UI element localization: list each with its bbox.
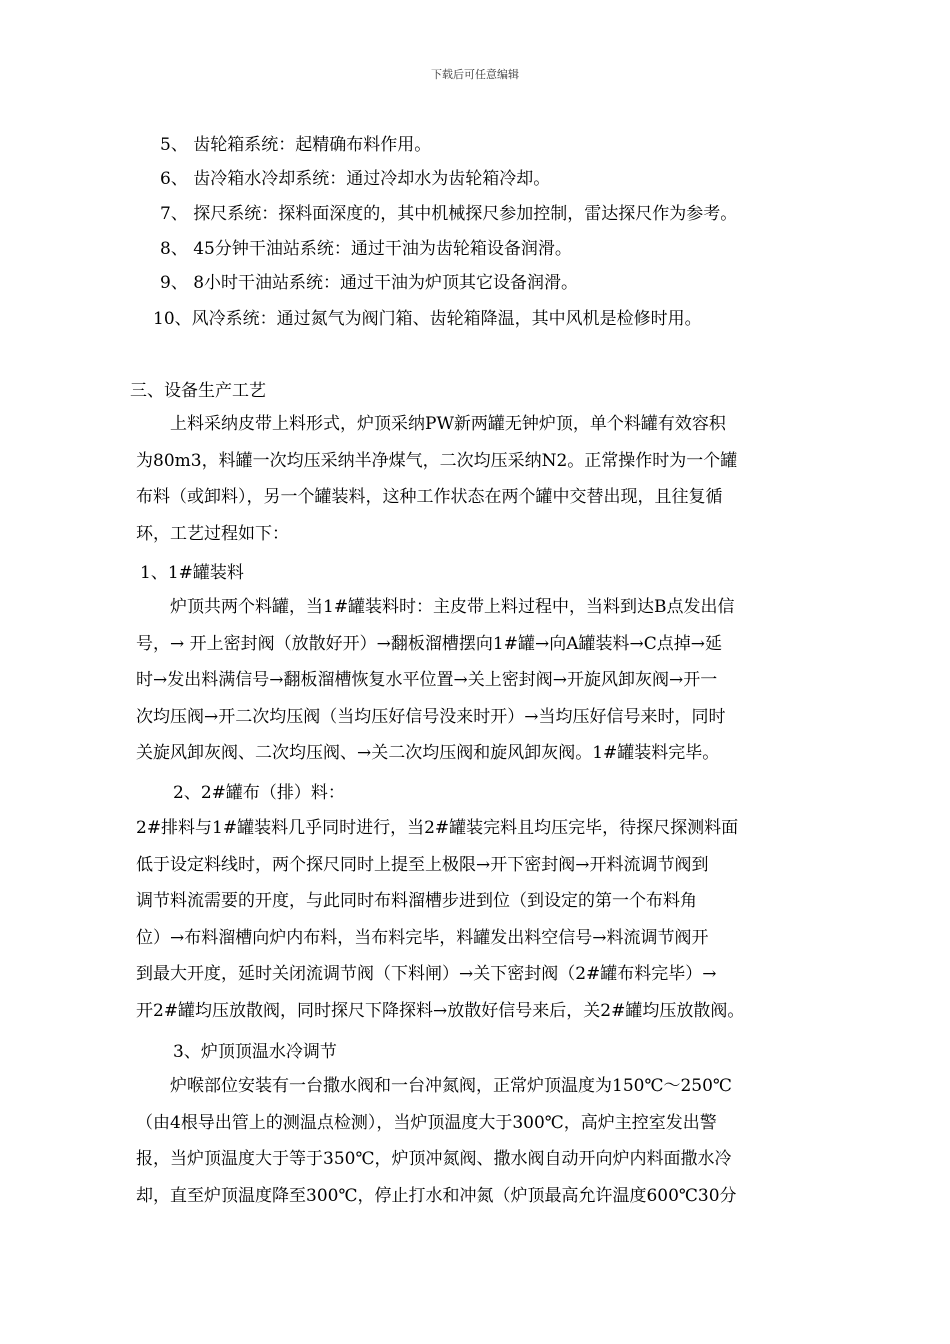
paragraph-line: 炉喉部位安装有一台撒水阀和一台冲氮阀，正常炉顶温度为150℃～250℃	[136, 1076, 732, 1096]
paragraph-line: 到最大开度，延时关闭流调节阀（下料闸）→关下密封阀（2#罐布料完毕）→	[136, 964, 717, 984]
sub3-paragraph	[136, 1068, 820, 1214]
list-item: 8、 45分钟干油站系统：通过干油为齿轮箱设备润滑。	[160, 239, 572, 259]
paragraph-line: 号，→ 开上密封阀（放散好开）→翻板溜槽摆向1#罐→向A罐装料→C点掉→延	[136, 633, 722, 654]
paragraph-line: 为80m3，料罐一次均压采纳半净煤气，二次均压采纳N2。正常操作时为一个罐	[136, 450, 738, 471]
paragraph-line: 位）→布料溜槽向炉内布料，当布料完毕，料罐发出料空信号→料流调节阀开	[136, 927, 709, 948]
paragraph-line: 布料（或卸料），另一个罐装料，这种工作状态在两个罐中交替出现，且往复循	[136, 487, 723, 507]
paragraph-line: 上料采纳皮带上料形式，炉顶采纳PW新两罐无钟炉顶，单个料罐有效容积	[136, 414, 726, 434]
sub1-paragraph	[136, 589, 820, 772]
subsection-heading: 2、2#罐布（排）料：	[173, 783, 345, 803]
paragraph-line: 却，直至炉顶温度降至300℃，停止打水和冲氮（炉顶最高允许温度600℃30分	[136, 1185, 737, 1206]
intro-paragraph	[136, 406, 820, 552]
sub2-paragraph	[136, 810, 820, 1029]
page-header: 下载后可任意编辑	[431, 68, 519, 81]
subsection-heading: 1、1#罐装料	[140, 563, 244, 583]
list-item: 5、 齿轮箱系统：起精确布料作用。	[160, 135, 432, 155]
paragraph-line: 环，工艺过程如下：	[136, 523, 289, 544]
paragraph-line: 时→发出料满信号→翻板溜槽恢复水平位置→关上密封阀→开旋风卸灰阀→开一	[136, 670, 718, 690]
list-item: 10、风冷系统：通过氮气为阀门箱、齿轮箱降温，其中风机是检修时用。	[153, 309, 702, 329]
list-item: 6、 齿冷箱水冷却系统：通过冷却水为齿轮箱冷却。	[160, 169, 551, 189]
paragraph-line: （由4根导出管上的测温点检测），当炉顶温度大于300℃，高炉主控室发出警	[136, 1112, 717, 1133]
paragraph-line: 低于设定料线时，两个探尺同时上提至上极限→开下密封阀→开料流调节阀到	[136, 854, 709, 875]
section-heading: 三、设备生产工艺	[130, 381, 266, 401]
list-item: 9、 8小时干油站系统：通过干油为炉顶其它设备润滑。	[160, 273, 579, 293]
paragraph-line: 调节料流需要的开度，与此同时布料溜槽步进到位（到设定的第一个布料角	[136, 891, 697, 911]
paragraph-line: 次均压阀→开二次均压阀（当均压好信号没来时开）→当均压好信号来时，同时	[136, 706, 726, 727]
paragraph-line: 关旋风卸灰阀、二次均压阀、→关二次均压阀和旋风卸灰阀。1#罐装料完毕。	[136, 743, 720, 763]
paragraph-line: 炉顶共两个料罐，当1#罐装料时：主皮带上料过程中，当料到达B点发出信	[136, 597, 735, 617]
paragraph-line: 报，当炉顶温度大于等于350℃，炉顶冲氮阀、撒水阀自动开向炉内料面撒水冷	[136, 1149, 732, 1169]
subsection-heading: 3、炉顶顶温水冷调节	[173, 1042, 337, 1062]
paragraph-line: 开2#罐均压放散阀，同时探尺下降探料→放散好信号来后，关2#罐均压放散阀。	[136, 1000, 745, 1021]
list-item: 7、 探尺系统：探料面深度的，其中机械探尺参加控制，雷达探尺作为参考。	[160, 204, 738, 224]
paragraph-line: 2#排料与1#罐装料几乎同时进行，当2#罐装完料且均压完毕，待探尺探测料面	[136, 818, 739, 838]
